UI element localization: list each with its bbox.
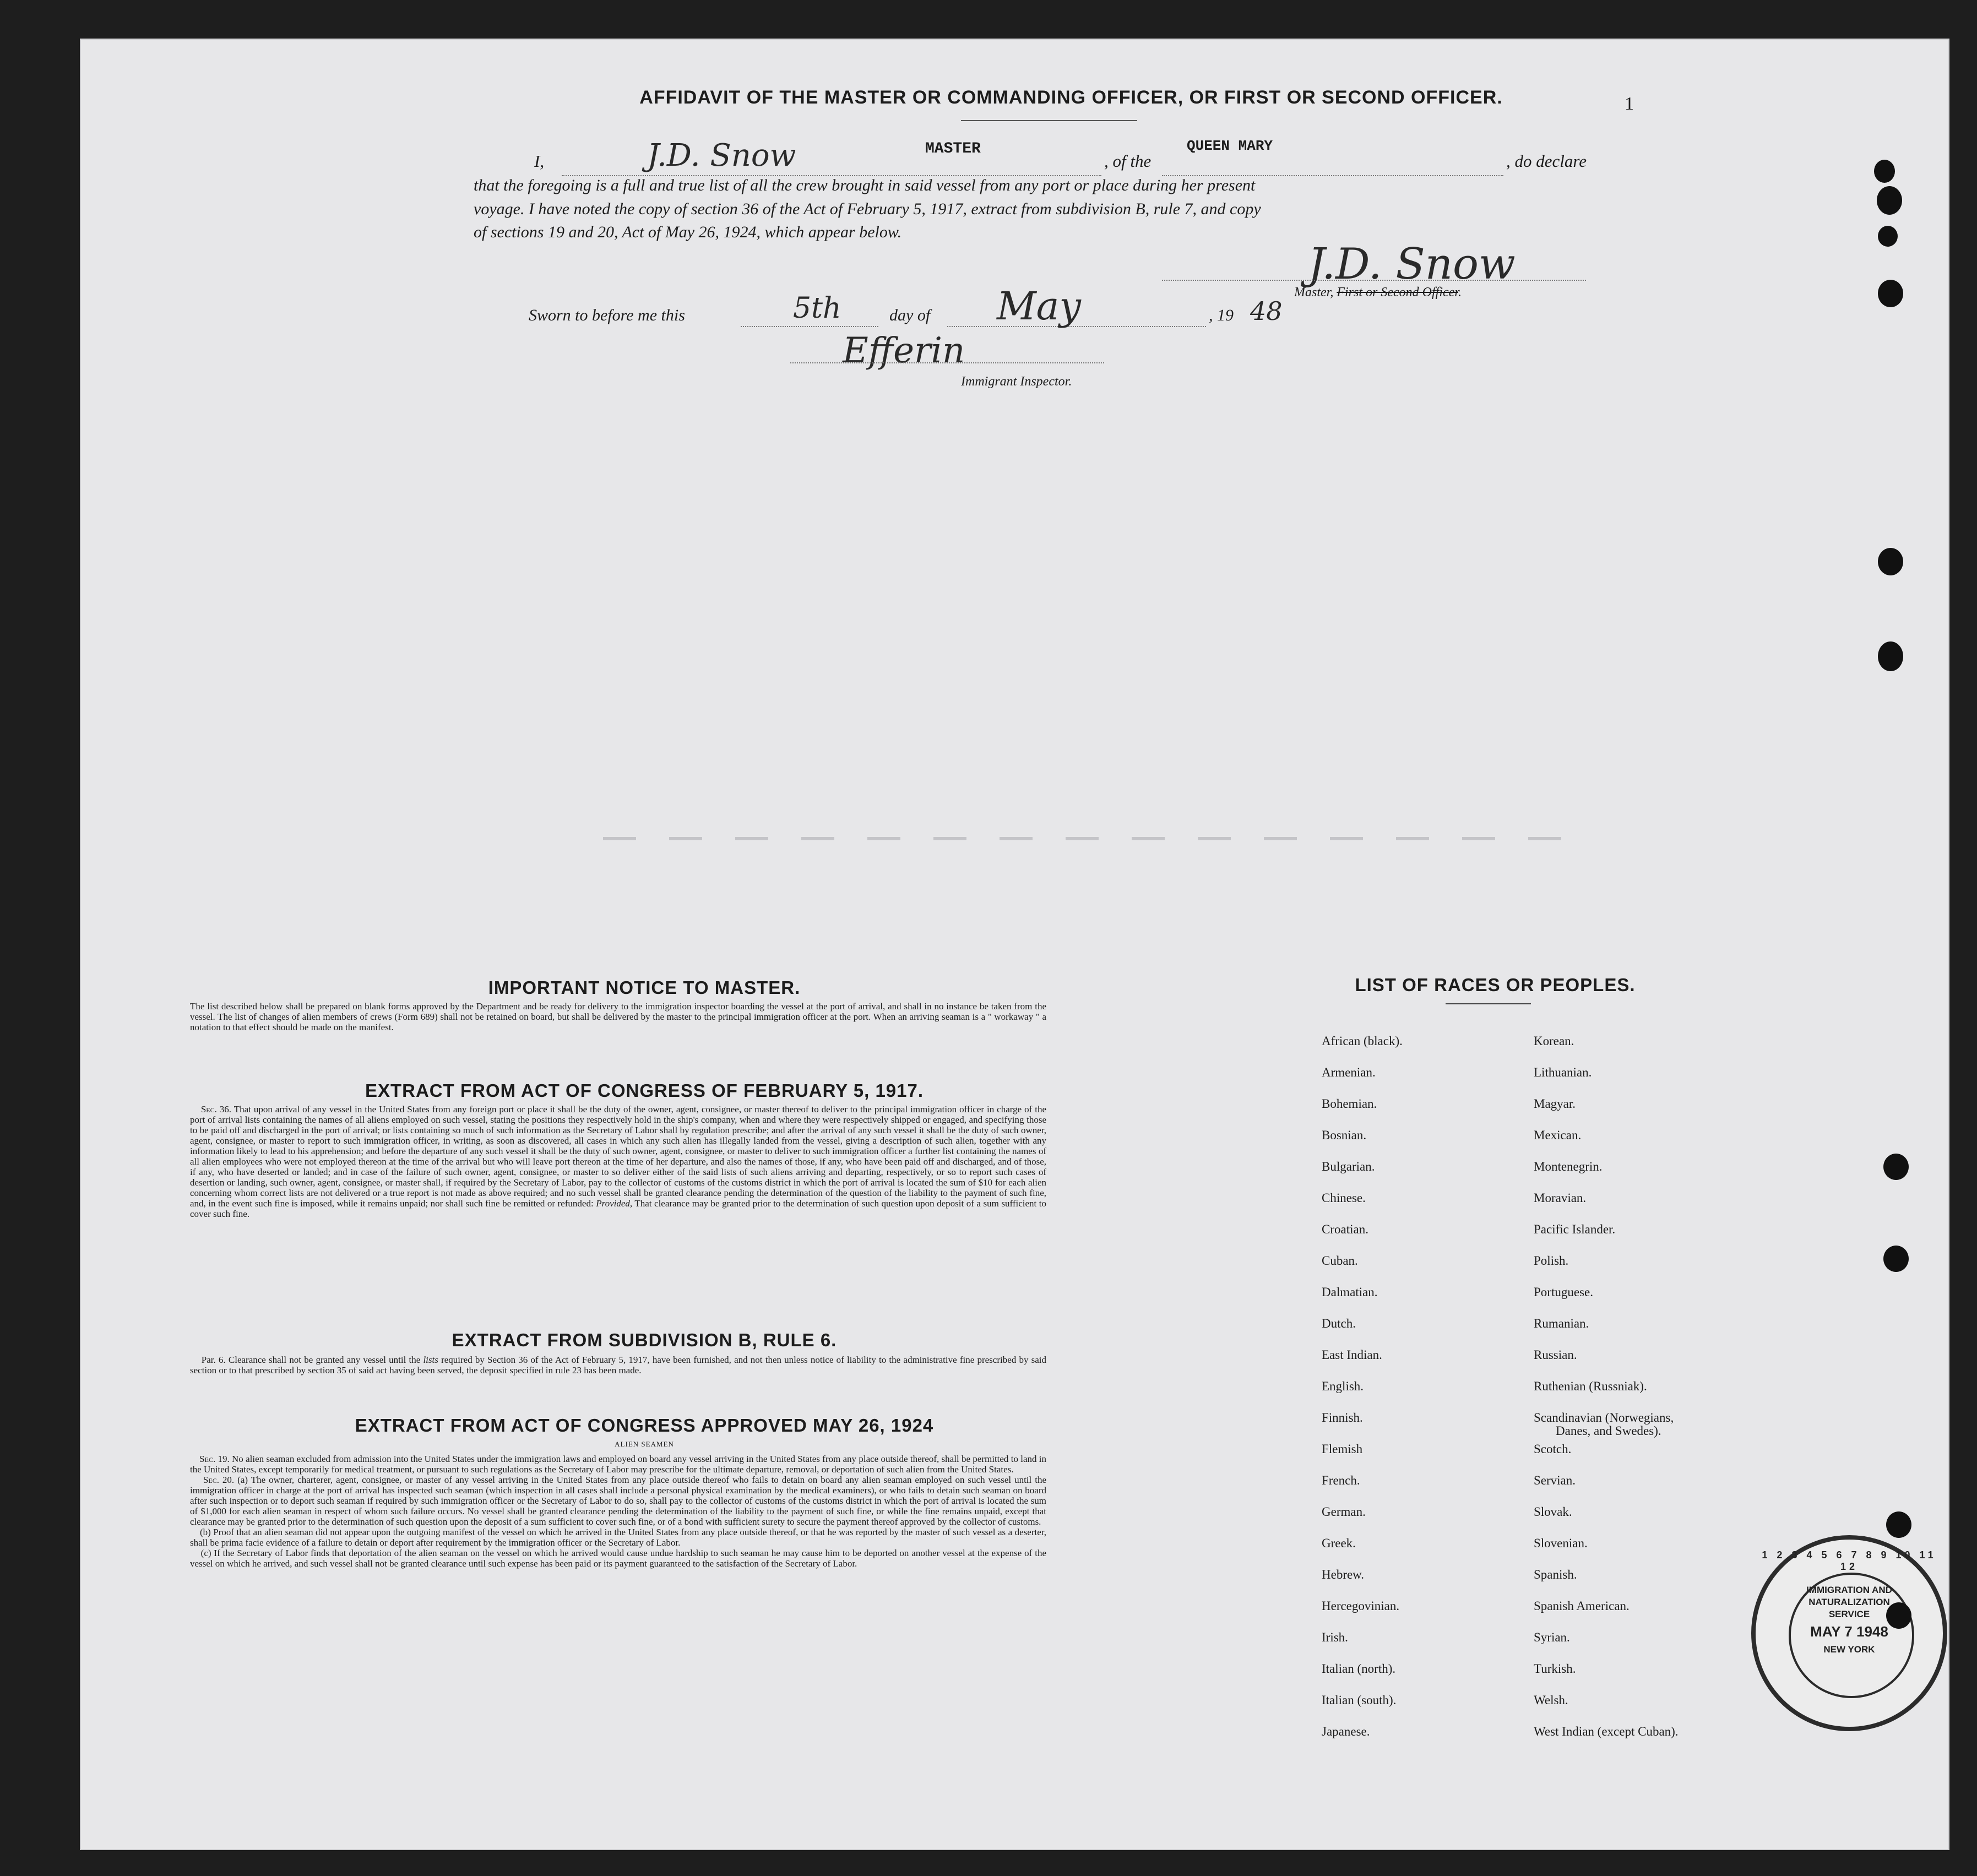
sec-20c-paragraph	[190, 1548, 1046, 1569]
par-6-text-b: required by Section 36 of the Act of February 5, 1917, have been furnished, and not then unless notice of liability to the administrative fine prescribed by said section or to that prescribed by section 35 of said act having been served, the deposit specified in rule 23 has been made.	[190, 1355, 1047, 1375]
race-item: Welsh.	[1534, 1693, 1568, 1707]
stamp-line-2: NATURALIZATION	[1808, 1597, 1890, 1607]
race-item: Servian.	[1534, 1473, 1576, 1487]
binder-hole	[1883, 1246, 1909, 1272]
extract-1924-subtitle: ALIEN SEAMEN	[615, 1440, 674, 1448]
day-handwritten: 5th	[793, 292, 841, 325]
race-item: Slovenian.	[1534, 1536, 1588, 1550]
race-item: Portuguese.	[1534, 1285, 1593, 1299]
sec-36-label: Sec. 36.	[200, 1104, 232, 1114]
stamp-ring-digits: 1 2 3 4 5 6 7 8 9 10 11 12	[1762, 1549, 1937, 1572]
subdivision-b-body	[190, 1355, 1046, 1375]
race-item: Slovak.	[1534, 1505, 1572, 1519]
extract-1917-title: EXTRACT FROM ACT OF CONGRESS OF FEBRUARY 5, 1917.	[365, 1080, 924, 1101]
race-item: Japanese.	[1322, 1725, 1370, 1738]
race-item: Montenegrin.	[1534, 1160, 1603, 1173]
signer-caption-end: .	[1458, 285, 1462, 300]
binder-hole	[1878, 226, 1898, 247]
race-item: Bosnian.	[1322, 1128, 1367, 1142]
race-item: Lithuanian.	[1534, 1065, 1592, 1079]
signer-caption	[1294, 285, 1462, 300]
inspector-line	[790, 362, 1104, 363]
provided-word: Provided,	[596, 1198, 633, 1209]
race-item: English.	[1322, 1379, 1364, 1393]
race-item: German.	[1322, 1505, 1366, 1519]
race-item: Greek.	[1322, 1536, 1356, 1550]
binder-hole	[1883, 1154, 1909, 1180]
race-item: Croatian.	[1322, 1222, 1368, 1236]
race-item: Turkish.	[1534, 1662, 1576, 1676]
month-handwritten: May	[997, 284, 1081, 329]
race-item: Cuban.	[1322, 1254, 1358, 1268]
race-item: Spanish American.	[1534, 1599, 1630, 1613]
binder-hole	[1877, 186, 1902, 215]
sec-20-label: Sec. 20.	[203, 1475, 235, 1485]
affidavit-text-line-3: voyage. I have noted the copy of section 36 of the Act of February 5, 1917, extract from subdivision B, rule 7, and copy	[474, 200, 1261, 218]
year-handwritten: 48	[1250, 296, 1283, 326]
race-item: Scotch.	[1534, 1442, 1572, 1456]
race-item: African (black).	[1322, 1034, 1403, 1048]
year-prefix: , 19	[1209, 306, 1234, 324]
rank-typed: MASTER	[925, 140, 981, 157]
races-title-rule	[1446, 1003, 1531, 1004]
binder-hole	[1878, 548, 1903, 575]
race-item: West Indian (except Cuban).	[1534, 1725, 1679, 1738]
day-of-label: day of	[889, 306, 931, 324]
race-item: Polish.	[1534, 1254, 1569, 1268]
show-through-bleed	[603, 837, 1594, 840]
sec-20b-paragraph	[190, 1527, 1046, 1548]
race-item: Spanish.	[1534, 1568, 1577, 1581]
race-item: East Indian.	[1322, 1348, 1382, 1362]
race-item: Italian (south).	[1322, 1693, 1397, 1707]
race-item: Italian (north).	[1322, 1662, 1396, 1676]
vessel-name-typed: QUEEN MARY	[1187, 138, 1273, 154]
par-6-label: Par. 6.	[201, 1355, 226, 1365]
sec-19-paragraph	[190, 1454, 1046, 1475]
race-item: Flemish	[1322, 1442, 1363, 1456]
race-item: Dutch.	[1322, 1317, 1356, 1330]
race-item: Rumanian.	[1534, 1317, 1589, 1330]
inspector-signature: Efferin	[843, 330, 965, 371]
race-item: Finnish.	[1322, 1411, 1363, 1424]
stamp-line-1: IMMIGRATION AND	[1806, 1585, 1892, 1595]
race-item: Hercegovinian.	[1322, 1599, 1400, 1613]
race-item: Russian.	[1534, 1348, 1577, 1362]
extract-1917-body	[190, 1104, 1046, 1219]
extract-1924-title: EXTRACT FROM ACT OF CONGRESS APPROVED MAY 26, 1924	[355, 1415, 934, 1435]
sec-20b-text: (b) Proof that an alien seaman did not appear upon the outgoing manifest of the vessel on which he arrived in the United States from any place outside thereof, or that he was reported by the master of such vessel as a deserter, shall be prima facie evidence of a failure to detain or deport after requirement by the immigration officer or the Secretary of Labor.	[190, 1527, 1046, 1548]
stamp-date: MAY 7 1948	[1810, 1623, 1888, 1640]
race-item: Bulgarian.	[1322, 1160, 1375, 1173]
race-item: Syrian.	[1534, 1630, 1570, 1644]
extract-1924-body	[190, 1454, 1046, 1569]
race-item: Korean.	[1534, 1034, 1574, 1048]
race-item: Mexican.	[1534, 1128, 1582, 1142]
do-declare-label: , do declare	[1506, 151, 1587, 171]
races-title: LIST OF RACES OR PEOPLES.	[1355, 975, 1636, 995]
race-item: Magyar.	[1534, 1097, 1576, 1111]
lists-word: lists	[423, 1355, 438, 1365]
binder-hole	[1874, 160, 1895, 183]
sec-19-text: No alien seaman excluded from admission into the United States under the immigration laws and employed on board any vessel arriving in the United States from any place outside thereof, shall be permitted to land in the United States, except temporarily for medical treatment, or pursuant to such regulations as the Secretary of Labor may prescribe for the ultimate departure, removal, or deportation of such alien from the United States.	[190, 1454, 1047, 1475]
immigration-date-stamp	[1751, 1535, 1947, 1731]
signer-caption-master: Master,	[1294, 285, 1337, 300]
race-item: Scandinavian (Norwegians,	[1534, 1411, 1674, 1424]
inspector-caption: Immigrant Inspector.	[961, 374, 1072, 389]
race-item: Chinese.	[1322, 1191, 1366, 1205]
i-label: I,	[534, 151, 545, 171]
race-item: Hebrew.	[1322, 1568, 1365, 1581]
subdivision-b-title: EXTRACT FROM SUBDIVISION B, RULE 6.	[452, 1330, 837, 1350]
page-marker: 1	[1625, 94, 1634, 114]
race-item: Danes, and Swedes).	[1556, 1424, 1661, 1438]
binder-hole	[1878, 280, 1903, 307]
title-rule	[961, 120, 1137, 121]
race-item: Pacific Islander.	[1534, 1222, 1616, 1236]
signer-caption-struck: First or Second Officer	[1337, 285, 1458, 300]
binder-hole	[1878, 641, 1903, 671]
sec-19-label: Sec. 19.	[199, 1454, 230, 1464]
master-signature: J.D. Snow	[1308, 240, 1516, 289]
binder-hole	[1886, 1602, 1911, 1629]
day-fill-line	[741, 326, 878, 327]
race-item: Armenian.	[1322, 1065, 1376, 1079]
notice-title: IMPORTANT NOTICE TO MASTER.	[488, 977, 801, 998]
sec-20a-text: (a) The owner, charterer, agent, consignee, or master of any vessel arriving in the United States from any place outside thereof who fails to detain on board any alien seaman employed on such vessel until the immigration officer in charge at the port of arrival has inspected such seaman (which inspection in all cases shall include a personal physical examination by the medical examiners), or who fails to detain such seaman on board after such inspection or to deport such seaman if required by such immigration officer or the Secretary of Labor to do so, shall pay to the collector of customs of the customs district in which the port of arrival is located the sum of $1,000 for each alien seaman in respect of whom such failure occurs. No vessel shall be granted clearance pending the determination of the liability to the payment of such fine, or while the fine remains unpaid, except that clearance may be granted prior to the determination of such question upon the deposit of a sum sufficient to cover such fine, or of a bond with sufficient surety to secure the payment thereof approved by the collector of customs.	[190, 1475, 1047, 1527]
of-the-label: , of the	[1104, 151, 1152, 171]
stamp-line-3: SERVICE	[1828, 1609, 1870, 1619]
sec-36-text: That upon arrival of any vessel in the United States from any foreign port or place it shall be the duty of the owner, agent, consignee, or master thereof to deliver to the principal immigration officer in charge of the port of arrival lists containing the names of all aliens employed on such vessel, stating the positions they respectively hold in the ship's company, when and where they were respectively shipped or engaged, and specifying those to be paid off and discharged in the port of arrival; or lists containing so much of such information as the Secretary of Labor shall by regulation prescribe; and after the arrival of any such vessel it shall be the duty of such owner, agent, consignee, or master to report to such immigration officer, in writing, as soon as discovered, all cases in which any such alien has illegally landed from the vessel, giving a description of such alien, together with any information likely to lead to his apprehension; and before the departure of any such vessel it shall be the duty of such owner, agent, consignee, or master to deliver to such immigration officer a further list containing the names of all alien employees who were not employed thereon at the time of the arrival but who will leave port thereon at the time of her departure, and also the names of those, if any, who have been paid off and discharged, and of those, if any, who have deserted or landed; and in case of the failure of such owner, agent, consignee, or master to so deliver either of the said lists of such aliens arriving and departing, respectively, or so to report such cases of desertion or landing, such owner, agent, consignee, or master shall, if required by the Secretary of Labor, pay to the collector of customs of the customs district in which the port of arrival is located the sum of $10 for each alien concerning whom correct lists are not delivered or a true report is not made as above required; and no such vessel shall be granted clearance pending the determination of the question of the liability to the payment of such fine, and, in the event such fine is imposed, while it remains unpaid; nor shall such fine be remitted or refunded:	[190, 1104, 1047, 1209]
affidavit-title: AFFIDAVIT OF THE MASTER OR COMMANDING OFFICER, OR FIRST OR SECOND OFFICER.	[639, 87, 1503, 108]
sworn-label: Sworn to before me this	[529, 306, 685, 324]
race-item: Bohemian.	[1322, 1097, 1377, 1111]
race-item: Dalmatian.	[1322, 1285, 1378, 1299]
binder-hole	[1886, 1511, 1911, 1538]
par-6-text-a: Clearance shall not be granted any vessel until the	[228, 1355, 421, 1365]
master-name-handwritten: J.D. Snow	[647, 138, 796, 173]
affidavit-text-line-2: that the foregoing is a full and true list of all the crew brought in said vessel from any port or place during her present	[474, 176, 1256, 194]
sec-20a-paragraph	[190, 1475, 1046, 1527]
race-item: French.	[1322, 1473, 1360, 1487]
affidavit-text-line-4: of sections 19 and 20, Act of May 26, 1924, which appear below.	[474, 223, 902, 241]
signature-line	[1162, 280, 1586, 281]
stamp-line-4: NEW YORK	[1823, 1644, 1875, 1655]
sec-20c-text: (c) If the Secretary of Labor finds that deportation of the alien seaman on the vessel on which he arrived would cause undue hardship to such seaman he may cause him to be deported on another vessel at the expense of the vessel on which he arrived, and such vessel shall not be granted clearance until such expense has been paid or its payment guaranteed to the satisfaction of the Secretary of Labor.	[190, 1548, 1046, 1569]
sec-36-text-end: That clearance may be granted prior to the determination of such question upon deposit of a sum sufficient to cover such fine.	[190, 1198, 1046, 1219]
race-item: Moravian.	[1534, 1191, 1587, 1205]
race-item: Ruthenian (Russniak).	[1534, 1379, 1647, 1393]
notice-body: The list described below shall be prepared on blank forms approved by the Department and be ready for delivery to the immigration inspector boarding the vessel at the port of arrival, and shall in no instance be taken from the vessel. The list of changes of alien members of crews (Form 689) shall not be retained on board, but shall be delivered by the master to the principal immigration officer at the port. When an arriving seaman is a " workaway " a notation to that effect should be made on the manifest.	[190, 1001, 1046, 1032]
document-sheet	[80, 39, 1949, 1850]
race-item: Irish.	[1322, 1630, 1348, 1644]
